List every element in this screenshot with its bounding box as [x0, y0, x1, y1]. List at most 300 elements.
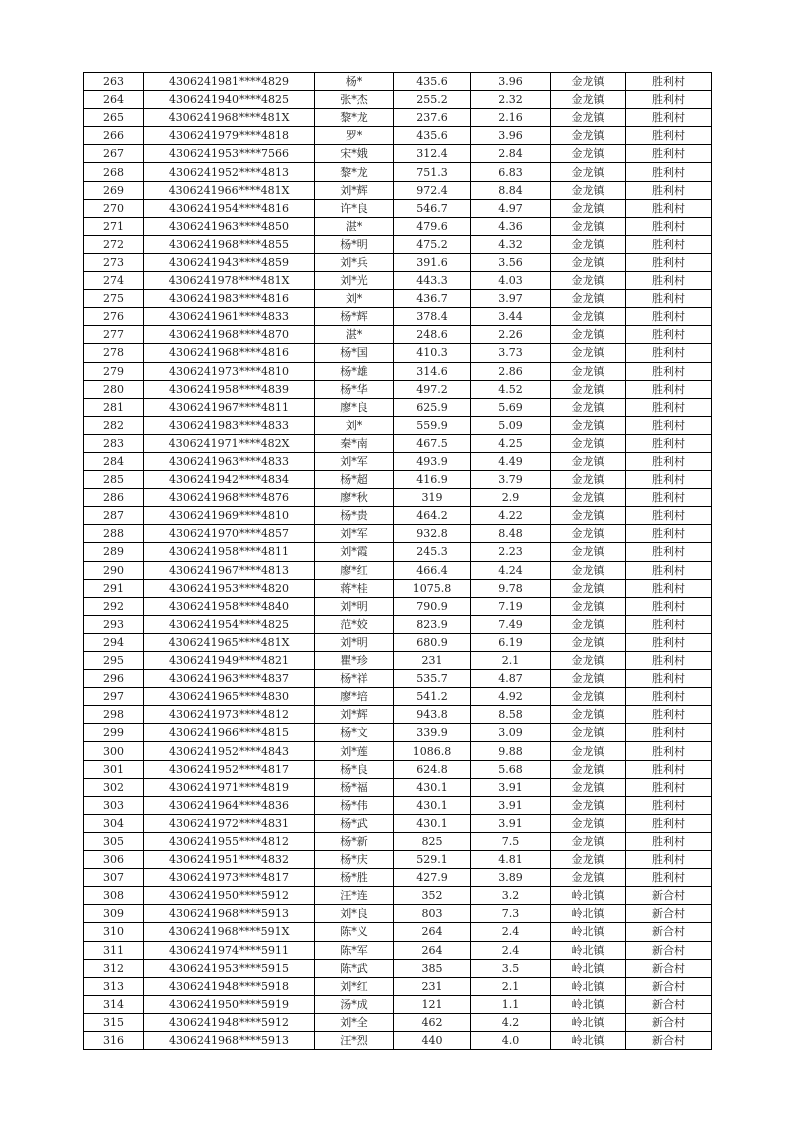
village-cell: 胜利村: [626, 290, 712, 308]
village-cell: 新合村: [626, 977, 712, 995]
town-cell: 金龙镇: [551, 760, 626, 778]
village-cell: 胜利村: [626, 91, 712, 109]
quantity-cell: 4.92: [471, 688, 551, 706]
quantity-cell: 3.91: [471, 814, 551, 832]
id-number-cell: 4306241968****4876: [144, 489, 315, 507]
table-row: [84, 344, 712, 362]
village-cell: 胜利村: [626, 869, 712, 887]
quantity-cell: 4.25: [471, 434, 551, 452]
town-cell: 金龙镇: [551, 217, 626, 235]
table-row: [84, 127, 712, 145]
village-cell: 胜利村: [626, 796, 712, 814]
person-name-cell: 杨*: [315, 73, 394, 91]
quantity-cell: 6.19: [471, 633, 551, 651]
town-cell: 金龙镇: [551, 489, 626, 507]
table-row: [84, 507, 712, 525]
town-cell: 金龙镇: [551, 615, 626, 633]
quantity-cell: 4.49: [471, 452, 551, 470]
table-row: [84, 1013, 712, 1031]
table-row: [84, 308, 712, 326]
id-number-cell: 4306241953****5915: [144, 959, 315, 977]
amount-cell: 932.8: [394, 525, 471, 543]
table-body: [84, 73, 712, 1050]
village-cell: 胜利村: [626, 416, 712, 434]
table-row: [84, 851, 712, 869]
town-cell: 金龙镇: [551, 253, 626, 271]
id-number-cell: 4306241942****4834: [144, 471, 315, 489]
row-number-cell: 296: [84, 670, 144, 688]
town-cell: 金龙镇: [551, 290, 626, 308]
village-cell: 新合村: [626, 995, 712, 1013]
quantity-cell: 3.5: [471, 959, 551, 977]
row-number-cell: 316: [84, 1031, 144, 1049]
row-number-cell: 309: [84, 905, 144, 923]
id-number-cell: 4306241971****4819: [144, 778, 315, 796]
quantity-cell: 3.91: [471, 796, 551, 814]
town-cell: 金龙镇: [551, 688, 626, 706]
table-row: [84, 923, 712, 941]
quantity-cell: 2.1: [471, 652, 551, 670]
amount-cell: 319: [394, 489, 471, 507]
table-row: [84, 688, 712, 706]
quantity-cell: 2.1: [471, 977, 551, 995]
quantity-cell: 3.91: [471, 778, 551, 796]
village-cell: 胜利村: [626, 145, 712, 163]
row-number-cell: 311: [84, 941, 144, 959]
table-row: [84, 73, 712, 91]
village-cell: 胜利村: [626, 380, 712, 398]
village-cell: 胜利村: [626, 814, 712, 832]
person-name-cell: 黎*龙: [315, 163, 394, 181]
id-number-cell: 4306241958****4839: [144, 380, 315, 398]
quantity-cell: 3.89: [471, 869, 551, 887]
id-number-cell: 4306241973****4812: [144, 706, 315, 724]
id-number-cell: 4306241961****4833: [144, 308, 315, 326]
amount-cell: 823.9: [394, 615, 471, 633]
amount-cell: 339.9: [394, 724, 471, 742]
row-number-cell: 293: [84, 615, 144, 633]
village-cell: 新合村: [626, 923, 712, 941]
amount-cell: 314.6: [394, 362, 471, 380]
row-number-cell: 287: [84, 507, 144, 525]
quantity-cell: 7.19: [471, 597, 551, 615]
person-name-cell: 刘*军: [315, 525, 394, 543]
row-number-cell: 301: [84, 760, 144, 778]
village-cell: 新合村: [626, 959, 712, 977]
row-number-cell: 308: [84, 887, 144, 905]
row-number-cell: 281: [84, 398, 144, 416]
row-number-cell: 266: [84, 127, 144, 145]
row-number-cell: 274: [84, 272, 144, 290]
quantity-cell: 2.23: [471, 543, 551, 561]
village-cell: 胜利村: [626, 452, 712, 470]
table-row: [84, 362, 712, 380]
id-number-cell: 4306241968****5913: [144, 905, 315, 923]
row-number-cell: 280: [84, 380, 144, 398]
town-cell: 岭北镇: [551, 905, 626, 923]
quantity-cell: 9.78: [471, 579, 551, 597]
amount-cell: 680.9: [394, 633, 471, 651]
quantity-cell: 6.83: [471, 163, 551, 181]
row-number-cell: 305: [84, 832, 144, 850]
village-cell: 胜利村: [626, 489, 712, 507]
amount-cell: 535.7: [394, 670, 471, 688]
quantity-cell: 4.03: [471, 272, 551, 290]
row-number-cell: 269: [84, 181, 144, 199]
town-cell: 金龙镇: [551, 471, 626, 489]
row-number-cell: 288: [84, 525, 144, 543]
person-name-cell: 杨*国: [315, 344, 394, 362]
village-cell: 胜利村: [626, 344, 712, 362]
town-cell: 金龙镇: [551, 91, 626, 109]
amount-cell: 972.4: [394, 181, 471, 199]
amount-cell: 464.2: [394, 507, 471, 525]
table-row: [84, 163, 712, 181]
table-row: [84, 543, 712, 561]
table-row: [84, 109, 712, 127]
village-cell: 胜利村: [626, 760, 712, 778]
data-table: [83, 72, 712, 1050]
village-cell: 胜利村: [626, 597, 712, 615]
id-number-cell: 4306241968****481X: [144, 109, 315, 127]
table-row: [84, 579, 712, 597]
row-number-cell: 268: [84, 163, 144, 181]
town-cell: 金龙镇: [551, 561, 626, 579]
quantity-cell: 3.56: [471, 253, 551, 271]
town-cell: 金龙镇: [551, 814, 626, 832]
amount-cell: 541.2: [394, 688, 471, 706]
quantity-cell: 7.5: [471, 832, 551, 850]
village-cell: 胜利村: [626, 398, 712, 416]
quantity-cell: 8.48: [471, 525, 551, 543]
quantity-cell: 5.68: [471, 760, 551, 778]
row-number-cell: 315: [84, 1013, 144, 1031]
town-cell: 金龙镇: [551, 742, 626, 760]
quantity-cell: 3.09: [471, 724, 551, 742]
amount-cell: 430.1: [394, 778, 471, 796]
village-cell: 新合村: [626, 941, 712, 959]
table-row: [84, 217, 712, 235]
row-number-cell: 289: [84, 543, 144, 561]
amount-cell: 466.4: [394, 561, 471, 579]
row-number-cell: 264: [84, 91, 144, 109]
row-number-cell: 278: [84, 344, 144, 362]
person-name-cell: 杨*祥: [315, 670, 394, 688]
quantity-cell: 4.0: [471, 1031, 551, 1049]
person-name-cell: 张*杰: [315, 91, 394, 109]
row-number-cell: 263: [84, 73, 144, 91]
id-number-cell: 4306241964****4836: [144, 796, 315, 814]
village-cell: 胜利村: [626, 471, 712, 489]
amount-cell: 467.5: [394, 434, 471, 452]
id-number-cell: 4306241949****4821: [144, 652, 315, 670]
town-cell: 金龙镇: [551, 344, 626, 362]
table-row: [84, 272, 712, 290]
id-number-cell: 4306241952****4843: [144, 742, 315, 760]
id-number-cell: 4306241968****591X: [144, 923, 315, 941]
table-row: [84, 905, 712, 923]
row-number-cell: 304: [84, 814, 144, 832]
town-cell: 岭北镇: [551, 923, 626, 941]
id-number-cell: 4306241948****5918: [144, 977, 315, 995]
village-cell: 胜利村: [626, 199, 712, 217]
row-number-cell: 291: [84, 579, 144, 597]
quantity-cell: 4.22: [471, 507, 551, 525]
person-name-cell: 刘*辉: [315, 181, 394, 199]
id-number-cell: 4306241963****4850: [144, 217, 315, 235]
table-row: [84, 1031, 712, 1049]
village-cell: 胜利村: [626, 181, 712, 199]
quantity-cell: 5.69: [471, 398, 551, 416]
quantity-cell: 2.84: [471, 145, 551, 163]
id-number-cell: 4306241954****4825: [144, 615, 315, 633]
amount-cell: 255.2: [394, 91, 471, 109]
id-number-cell: 4306241963****4833: [144, 452, 315, 470]
id-number-cell: 4306241968****5913: [144, 1031, 315, 1049]
row-number-cell: 314: [84, 995, 144, 1013]
table-row: [84, 832, 712, 850]
id-number-cell: 4306241968****4816: [144, 344, 315, 362]
id-number-cell: 4306241953****7566: [144, 145, 315, 163]
person-name-cell: 刘*军: [315, 452, 394, 470]
quantity-cell: 3.44: [471, 308, 551, 326]
town-cell: 金龙镇: [551, 851, 626, 869]
town-cell: 金龙镇: [551, 543, 626, 561]
row-number-cell: 290: [84, 561, 144, 579]
row-number-cell: 302: [84, 778, 144, 796]
table-row: [84, 941, 712, 959]
person-name-cell: 罗*: [315, 127, 394, 145]
village-cell: 胜利村: [626, 670, 712, 688]
town-cell: 金龙镇: [551, 326, 626, 344]
town-cell: 金龙镇: [551, 416, 626, 434]
amount-cell: 751.3: [394, 163, 471, 181]
quantity-cell: 3.2: [471, 887, 551, 905]
village-cell: 胜利村: [626, 109, 712, 127]
town-cell: 金龙镇: [551, 181, 626, 199]
id-number-cell: 4306241953****4820: [144, 579, 315, 597]
town-cell: 金龙镇: [551, 73, 626, 91]
row-number-cell: 297: [84, 688, 144, 706]
row-number-cell: 292: [84, 597, 144, 615]
quantity-cell: 3.73: [471, 344, 551, 362]
quantity-cell: 4.87: [471, 670, 551, 688]
amount-cell: 790.9: [394, 597, 471, 615]
row-number-cell: 275: [84, 290, 144, 308]
village-cell: 胜利村: [626, 217, 712, 235]
row-number-cell: 285: [84, 471, 144, 489]
table-row: [84, 995, 712, 1013]
person-name-cell: 刘*兵: [315, 253, 394, 271]
village-cell: 胜利村: [626, 163, 712, 181]
village-cell: 胜利村: [626, 434, 712, 452]
amount-cell: 479.6: [394, 217, 471, 235]
person-name-cell: 杨*华: [315, 380, 394, 398]
village-cell: 胜利村: [626, 525, 712, 543]
town-cell: 金龙镇: [551, 706, 626, 724]
id-number-cell: 4306241983****4816: [144, 290, 315, 308]
village-cell: 新合村: [626, 905, 712, 923]
person-name-cell: 杨*贵: [315, 507, 394, 525]
village-cell: 胜利村: [626, 235, 712, 253]
person-name-cell: 宋*娥: [315, 145, 394, 163]
id-number-cell: 4306241954****4816: [144, 199, 315, 217]
table-row: [84, 525, 712, 543]
id-number-cell: 4306241969****4810: [144, 507, 315, 525]
quantity-cell: 4.2: [471, 1013, 551, 1031]
village-cell: 胜利村: [626, 561, 712, 579]
table-row: [84, 199, 712, 217]
person-name-cell: 汪*烈: [315, 1031, 394, 1049]
quantity-cell: 4.81: [471, 851, 551, 869]
town-cell: 金龙镇: [551, 832, 626, 850]
id-number-cell: 4306241967****4811: [144, 398, 315, 416]
quantity-cell: 7.3: [471, 905, 551, 923]
table-row: [84, 416, 712, 434]
table-row: [84, 959, 712, 977]
amount-cell: 427.9: [394, 869, 471, 887]
village-cell: 新合村: [626, 1013, 712, 1031]
id-number-cell: 4306241965****4830: [144, 688, 315, 706]
amount-cell: 264: [394, 923, 471, 941]
amount-cell: 237.6: [394, 109, 471, 127]
village-cell: 新合村: [626, 887, 712, 905]
amount-cell: 352: [394, 887, 471, 905]
town-cell: 金龙镇: [551, 272, 626, 290]
person-name-cell: 湛*: [315, 326, 394, 344]
town-cell: 金龙镇: [551, 507, 626, 525]
id-number-cell: 4306241950****5919: [144, 995, 315, 1013]
amount-cell: 825: [394, 832, 471, 850]
row-number-cell: 295: [84, 652, 144, 670]
id-number-cell: 4306241958****4811: [144, 543, 315, 561]
row-number-cell: 282: [84, 416, 144, 434]
town-cell: 金龙镇: [551, 145, 626, 163]
id-number-cell: 4306241952****4817: [144, 760, 315, 778]
quantity-cell: 2.26: [471, 326, 551, 344]
amount-cell: 430.1: [394, 796, 471, 814]
id-number-cell: 4306241981****4829: [144, 73, 315, 91]
person-name-cell: 杨*武: [315, 814, 394, 832]
town-cell: 金龙镇: [551, 597, 626, 615]
table-row: [84, 633, 712, 651]
town-cell: 金龙镇: [551, 796, 626, 814]
quantity-cell: 3.96: [471, 73, 551, 91]
row-number-cell: 265: [84, 109, 144, 127]
amount-cell: 443.3: [394, 272, 471, 290]
amount-cell: 475.2: [394, 235, 471, 253]
table-row: [84, 290, 712, 308]
id-number-cell: 4306241950****5912: [144, 887, 315, 905]
table-row: [84, 670, 712, 688]
table-row: [84, 380, 712, 398]
amount-cell: 435.6: [394, 127, 471, 145]
person-name-cell: 杨*新: [315, 832, 394, 850]
table-row: [84, 597, 712, 615]
town-cell: 金龙镇: [551, 163, 626, 181]
table-row: [84, 91, 712, 109]
person-name-cell: 杨*文: [315, 724, 394, 742]
amount-cell: 624.8: [394, 760, 471, 778]
table-row: [84, 145, 712, 163]
town-cell: 金龙镇: [551, 398, 626, 416]
row-number-cell: 313: [84, 977, 144, 995]
town-cell: 金龙镇: [551, 670, 626, 688]
amount-cell: 416.9: [394, 471, 471, 489]
quantity-cell: 4.97: [471, 199, 551, 217]
id-number-cell: 4306241963****4837: [144, 670, 315, 688]
id-number-cell: 4306241973****4810: [144, 362, 315, 380]
amount-cell: 391.6: [394, 253, 471, 271]
town-cell: 金龙镇: [551, 308, 626, 326]
amount-cell: 312.4: [394, 145, 471, 163]
id-number-cell: 4306241955****4812: [144, 832, 315, 850]
village-cell: 胜利村: [626, 688, 712, 706]
quantity-cell: 7.49: [471, 615, 551, 633]
row-number-cell: 306: [84, 851, 144, 869]
amount-cell: 493.9: [394, 452, 471, 470]
table-row: [84, 434, 712, 452]
amount-cell: 497.2: [394, 380, 471, 398]
village-cell: 胜利村: [626, 615, 712, 633]
town-cell: 金龙镇: [551, 109, 626, 127]
town-cell: 金龙镇: [551, 434, 626, 452]
town-cell: 岭北镇: [551, 887, 626, 905]
person-name-cell: 廖*良: [315, 398, 394, 416]
person-name-cell: 刘*霞: [315, 543, 394, 561]
id-number-cell: 4306241983****4833: [144, 416, 315, 434]
table-row: [84, 887, 712, 905]
table-row: [84, 977, 712, 995]
id-number-cell: 4306241970****4857: [144, 525, 315, 543]
town-cell: 金龙镇: [551, 235, 626, 253]
id-number-cell: 4306241966****481X: [144, 181, 315, 199]
village-cell: 胜利村: [626, 652, 712, 670]
town-cell: 金龙镇: [551, 127, 626, 145]
quantity-cell: 3.79: [471, 471, 551, 489]
village-cell: 胜利村: [626, 543, 712, 561]
table-row: [84, 235, 712, 253]
id-number-cell: 4306241952****4813: [144, 163, 315, 181]
table-row: [84, 452, 712, 470]
row-number-cell: 267: [84, 145, 144, 163]
quantity-cell: 4.52: [471, 380, 551, 398]
row-number-cell: 299: [84, 724, 144, 742]
town-cell: 金龙镇: [551, 452, 626, 470]
person-name-cell: 刘*明: [315, 597, 394, 615]
person-name-cell: 杨*辉: [315, 308, 394, 326]
person-name-cell: 刘*光: [315, 272, 394, 290]
amount-cell: 430.1: [394, 814, 471, 832]
village-cell: 胜利村: [626, 73, 712, 91]
id-number-cell: 4306241978****481X: [144, 272, 315, 290]
village-cell: 胜利村: [626, 633, 712, 651]
person-name-cell: 刘*明: [315, 633, 394, 651]
id-number-cell: 4306241974****5911: [144, 941, 315, 959]
quantity-cell: 9.88: [471, 742, 551, 760]
table-row: [84, 869, 712, 887]
village-cell: 胜利村: [626, 579, 712, 597]
row-number-cell: 303: [84, 796, 144, 814]
person-name-cell: 刘*莲: [315, 742, 394, 760]
id-number-cell: 4306241965****481X: [144, 633, 315, 651]
amount-cell: 1086.8: [394, 742, 471, 760]
village-cell: 胜利村: [626, 832, 712, 850]
town-cell: 岭北镇: [551, 959, 626, 977]
person-name-cell: 刘*: [315, 416, 394, 434]
row-number-cell: 272: [84, 235, 144, 253]
person-name-cell: 陈*武: [315, 959, 394, 977]
